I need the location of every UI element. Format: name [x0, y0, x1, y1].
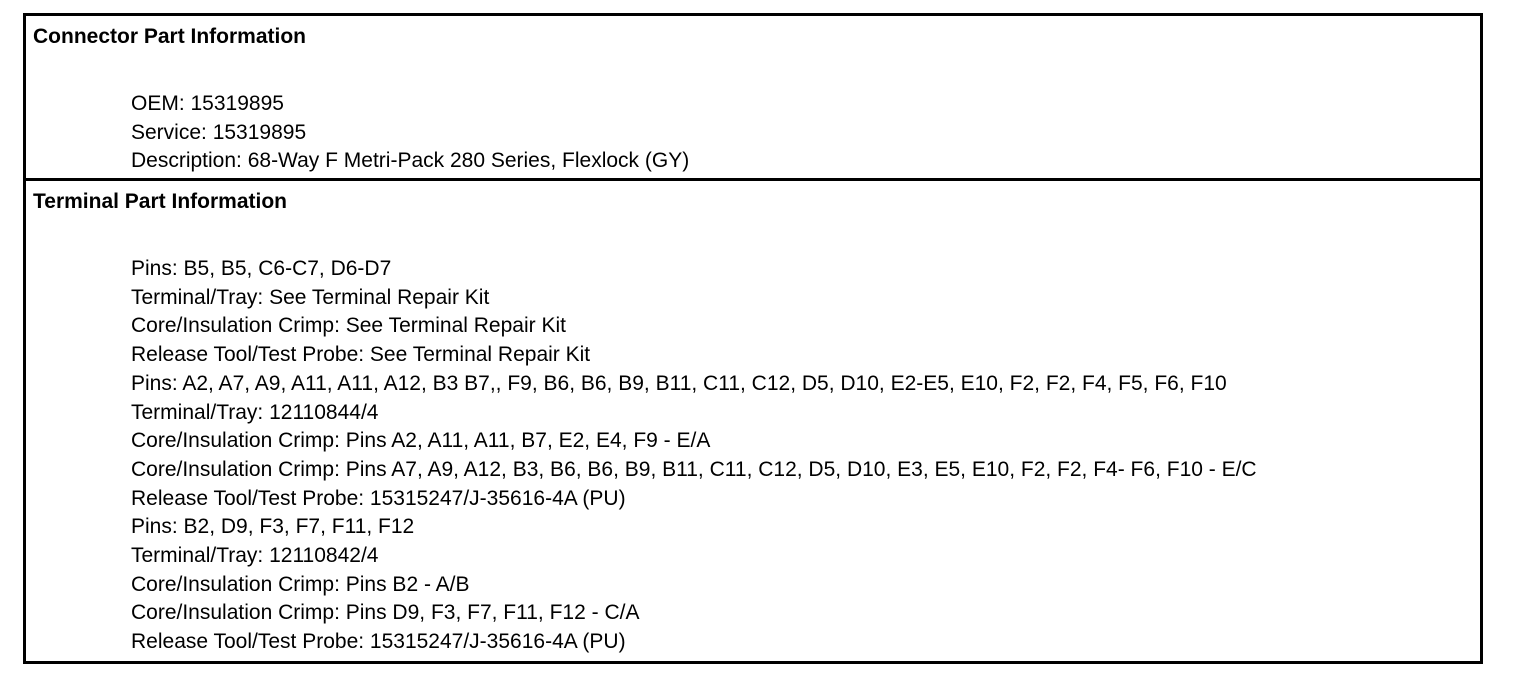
terminal-detail-line: Core/Insulation Crimp: See Terminal Repair Kit: [131, 314, 566, 338]
connector-part-section: [26, 16, 1480, 181]
connector-section-title: Connector Part Information: [33, 25, 307, 48]
connector-detail-list: [131, 90, 689, 176]
terminal-detail-line: Pins: B2, D9, F3, F7, F11, F12: [131, 515, 415, 539]
terminal-detail-list: [131, 255, 1257, 657]
connector-oem-line: OEM: 15319895: [131, 92, 284, 115]
terminal-detail-line: Release Tool/Test Probe: 15315247/J-35616-4A (PU): [131, 630, 626, 654]
terminal-detail-line: Terminal/Tray: 12110842/4: [131, 544, 379, 568]
terminal-detail-line: Release Tool/Test Probe: 15315247/J-35616-4A (PU): [131, 486, 626, 510]
terminal-detail-line: Terminal/Tray: 12110844/4: [131, 400, 379, 424]
terminal-part-section: [26, 181, 1480, 661]
terminal-detail-line: Core/Insulation Crimp: Pins A7, A9, A12, B3, B6, B6, B9, B11, C11, C12, D5, D10, E3, E5, E10, F2, F2, F4- F6, F10 - E/C: [131, 457, 1257, 481]
terminal-detail-line: Pins: B5, B5, C6-C7, D6-D7: [131, 257, 392, 280]
terminal-section-title: Terminal Part Information: [33, 190, 287, 213]
terminal-detail-line: Core/Insulation Crimp: Pins A2, A11, A11, B7, E2, E4, F9 - E/A: [131, 429, 711, 453]
terminal-detail-line: Release Tool/Test Probe: See Terminal Repair Kit: [131, 343, 591, 367]
terminal-detail-line: Core/Insulation Crimp: Pins B2 - A/B: [131, 572, 470, 596]
connector-service-line: Service: 15319895: [131, 120, 307, 144]
terminal-detail-line: Core/Insulation Crimp: Pins D9, F3, F7, F11, F12 - C/A: [131, 601, 640, 625]
connector-description-line: Description: 68-Way F Metri-Pack 280 Series, Flexlock (GY): [131, 149, 690, 173]
terminal-detail-line: Pins: A2, A7, A9, A11, A11, A12, B3 B7,, F9, B6, B6, B9, B11, C11, C12, D5, D10, E2-E5, E10, F2, F2, F4, F5, F6, F10: [131, 371, 1227, 395]
connector-info-table: [23, 13, 1483, 664]
terminal-detail-line: Terminal/Tray: See Terminal Repair Kit: [131, 285, 490, 309]
